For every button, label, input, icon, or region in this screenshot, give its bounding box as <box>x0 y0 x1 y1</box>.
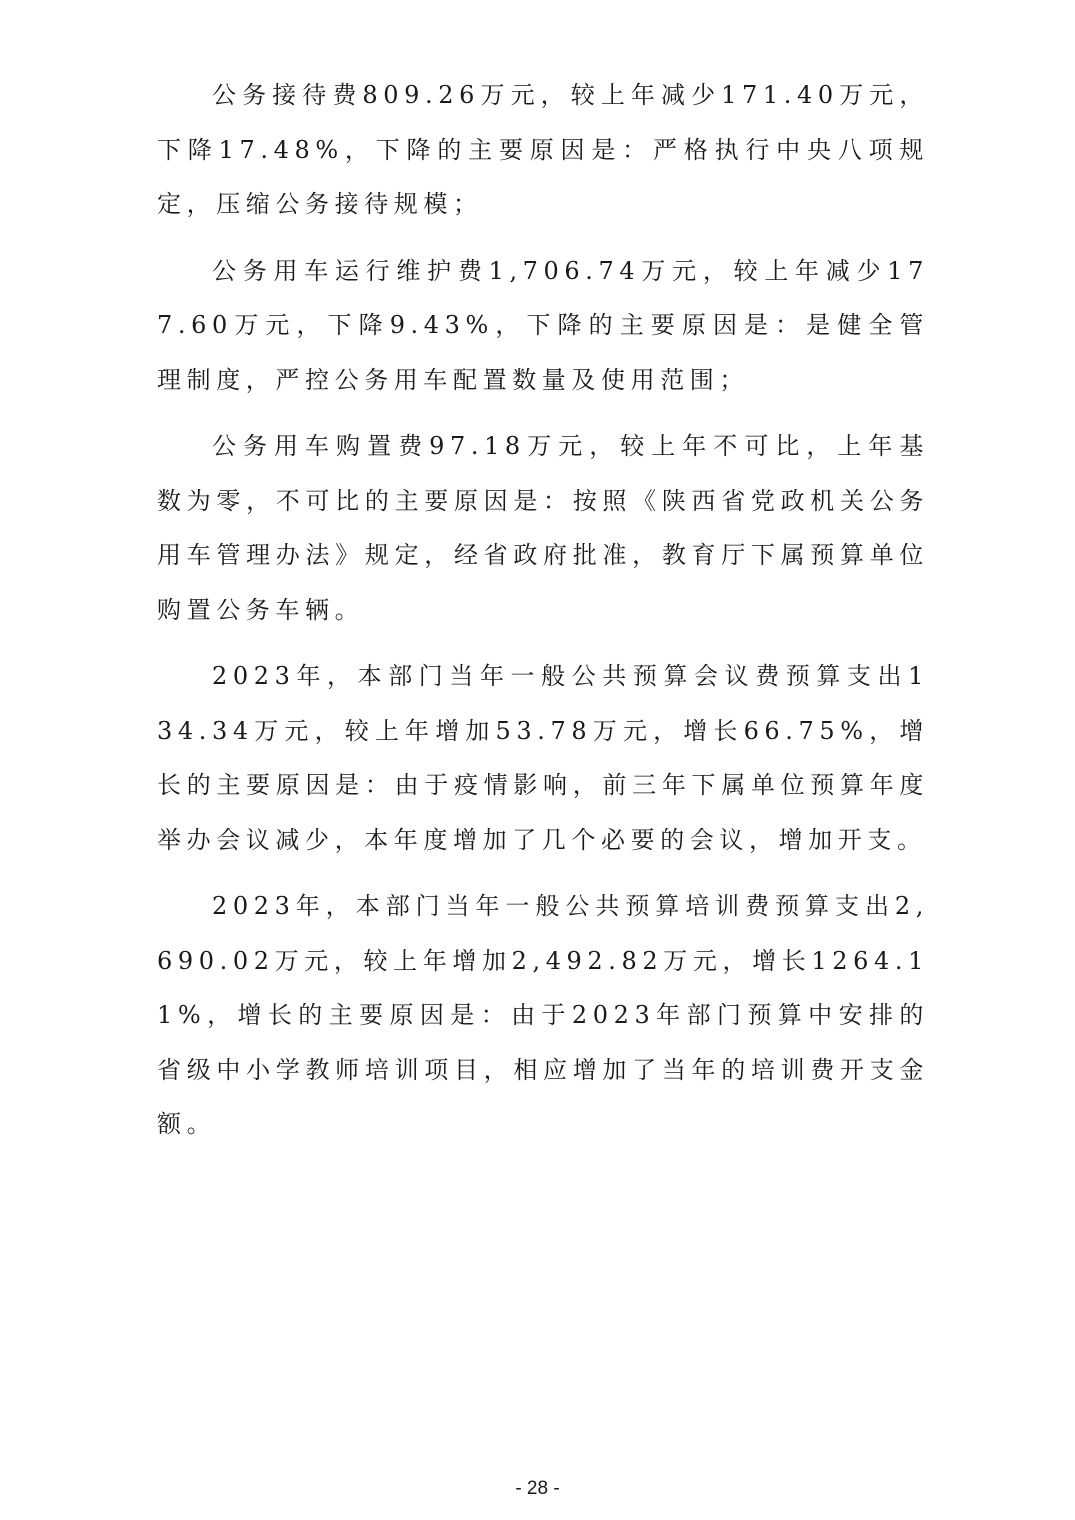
paragraph-vehicle-purchase: 公务用车购置费97.18万元，较上年不可比，上年基数为零，不可比的主要原因是：按照《陕西省党政机关公务用车管理办法》规定，经省政府批准，教育厅下属预算单位购置公务车辆。 <box>157 432 929 624</box>
paragraph-reception-expenses: 公务接待费809.26万元，较上年减少171.40万元，下降17.48%，下降的主要原因是：严格执行中央八项规定，压缩公务接待规模； <box>157 81 929 218</box>
paragraph-vehicle-maintenance: 公务用车运行维护费1,706.74万元，较上年减少177.60万元，下降9.43%，下降的主要原因是：是健全管理制度，严控公务用车配置数量及使用范围； <box>157 256 929 394</box>
paragraph-training-expenses: 2023年，本部门当年一般公共预算培训费预算支出2,690.02万元，较上年增加2,492.82万元，增长1264.11%，增长的主要原因是：由于2023年部门预算中安排的省级中小学教师培训项目，相应增加了当年的培训费开支金额。 <box>157 892 929 1138</box>
paragraph-meeting-expenses: 2023年，本部门当年一般公共预算会议费预算支出134.34万元，较上年增加53.78万元，增长66.75%，增长的主要原因是：由于疫情影响，前三年下属单位预算年度举办会议减少，本年度增加了几个必要的会议，增加开支。 <box>157 662 929 854</box>
document-body <box>157 68 929 1164</box>
page-number: - 28 - <box>515 1478 560 1499</box>
